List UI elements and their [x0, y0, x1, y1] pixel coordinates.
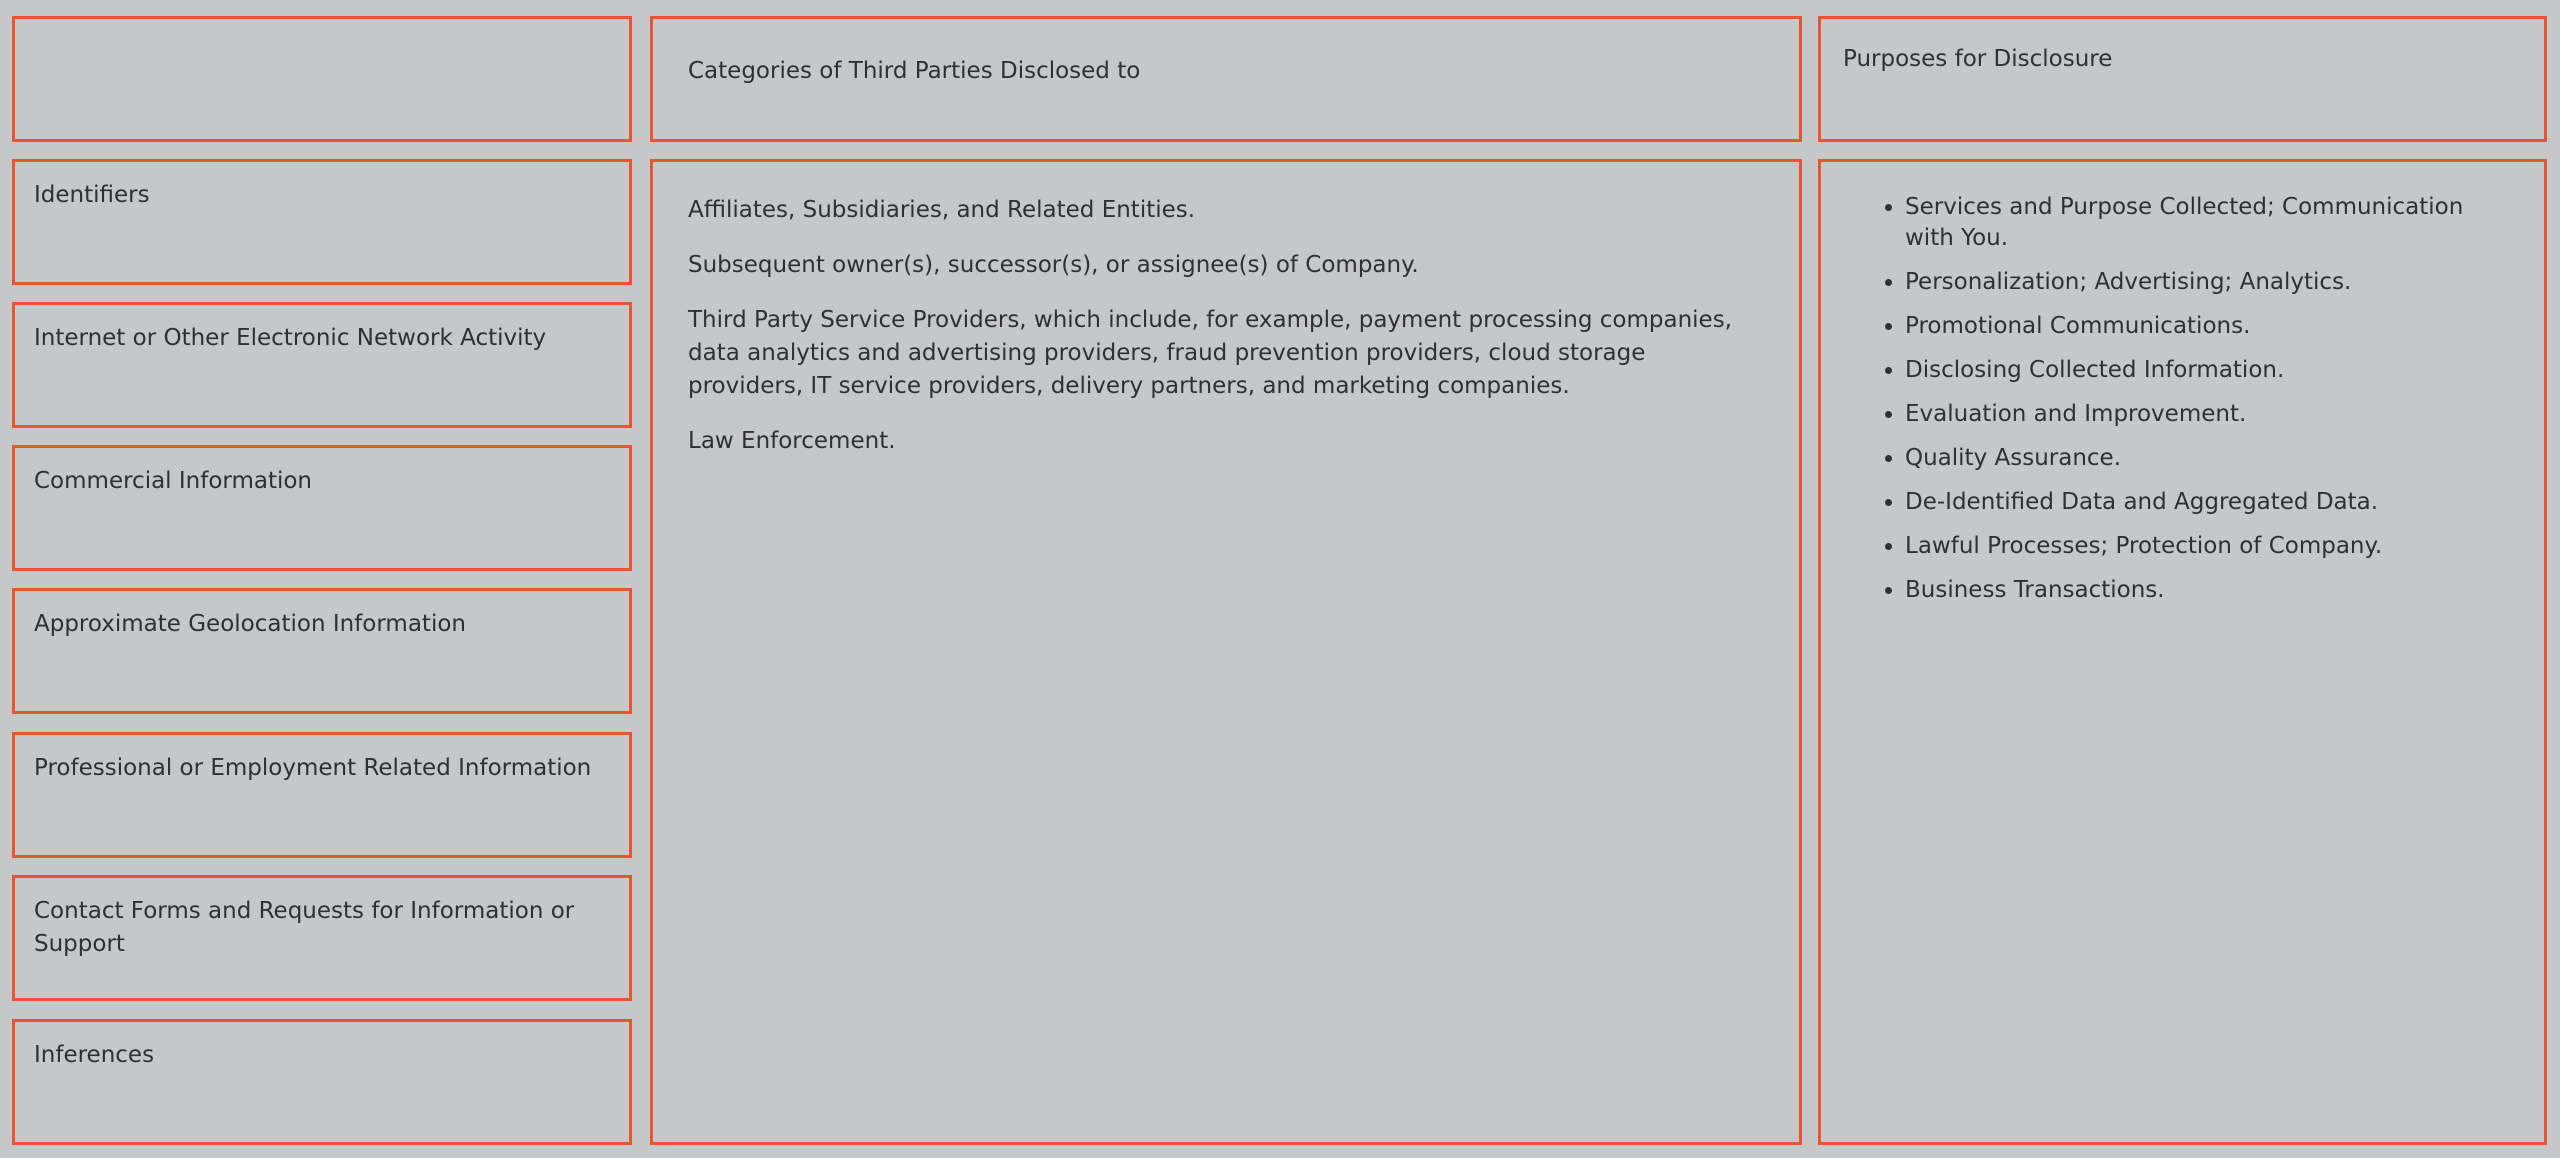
purpose-item: • Quality Assurance.	[1905, 443, 2504, 474]
third-parties-header: Categories of Third Parties Disclosed to	[688, 58, 1141, 84]
purpose-item: • Business Transactions.	[1905, 575, 2504, 606]
category-cell-internet-activity	[12, 302, 632, 428]
category-label: Inferences	[34, 1042, 155, 1068]
third-parties-header-cell	[650, 16, 1802, 142]
purpose-item: • Promotional Communications.	[1905, 311, 2504, 342]
third-party-entry: Law Enforcement.	[688, 428, 896, 454]
purposes-header-cell	[1818, 16, 2547, 142]
empty-header-cell	[12, 16, 632, 142]
category-label: Commercial Information	[34, 468, 313, 494]
category-cell-inferences	[12, 1019, 632, 1145]
purpose-item: • Lawful Processes; Protection of Company.	[1905, 531, 2504, 562]
category-cell-contact-forms	[12, 875, 632, 1001]
category-label: Approximate Geolocation Information	[34, 611, 466, 637]
purpose-item: • Evaluation and Improvement.	[1905, 399, 2504, 430]
category-cell-commercial	[12, 445, 632, 571]
category-cell-geolocation	[12, 588, 632, 714]
purpose-item: • Personalization; Advertising; Analytics.	[1905, 267, 2504, 298]
third-party-entry: Subsequent owner(s), successor(s), or assignee(s) of Company.	[688, 252, 1419, 278]
category-cell-professional	[12, 732, 632, 858]
purpose-item: • Disclosing Collected Information.	[1905, 355, 2504, 386]
purpose-item: • Services and Purpose Collected; Communication with You.	[1905, 192, 2504, 254]
category-cell-identifiers	[12, 159, 632, 285]
purposes-header: Purposes for Disclosure	[1843, 46, 2113, 72]
purpose-item: • De-Identified Data and Aggregated Data.	[1905, 487, 2504, 518]
third-party-entry: Third Party Service Providers, which include, for example, payment processing companies, data analytics and advertising providers, fraud prevention providers, cloud storage providers, IT service providers, delivery partners, and marketing companies.	[688, 307, 1732, 399]
purposes-body-cell	[1818, 159, 2547, 1145]
category-label: Internet or Other Electronic Network Activity	[34, 325, 547, 351]
purposes-list	[1880, 192, 2504, 606]
category-label: Contact Forms and Requests for Information or Support	[34, 898, 575, 957]
third-party-entry: Affiliates, Subsidiaries, and Related Entities.	[688, 197, 1196, 223]
category-label: Professional or Employment Related Information	[34, 755, 592, 781]
category-label: Identifiers	[34, 182, 150, 208]
third-parties-body-cell	[650, 159, 1802, 1145]
